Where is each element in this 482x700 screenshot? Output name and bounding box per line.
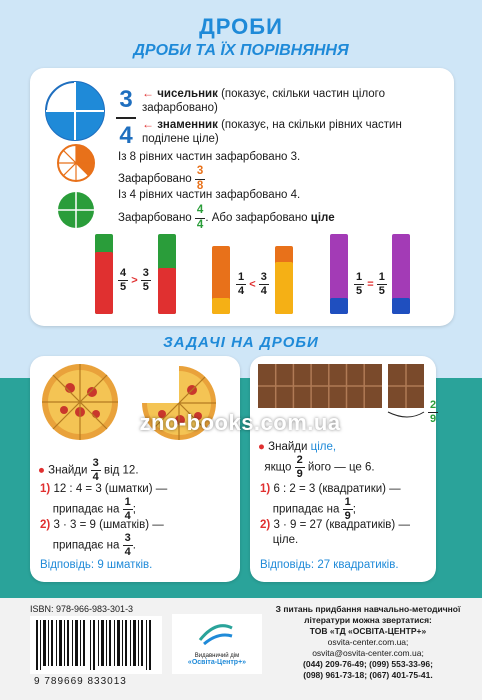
- arrow-left-icon: ←: [142, 86, 154, 100]
- d: 9: [430, 413, 437, 425]
- d: 9: [296, 468, 303, 480]
- d: 5: [142, 281, 149, 293]
- step-num: 2): [40, 519, 51, 531]
- d: 4: [92, 471, 99, 483]
- numerator-definition: [142, 86, 442, 115]
- pub-line: osvita@osvita-center.com.ua;: [312, 648, 424, 658]
- numerator-desc: (показує, скільки частин цілого зафарбовано): [142, 88, 386, 114]
- task2-answer: Відповідь: 27 квадратиків.: [260, 559, 399, 571]
- task2-prompt: ● Знайди ціле, якщо $\frac{2}{9}$ його — це 6.: [258, 441, 375, 480]
- fraction-4-4: [195, 205, 205, 231]
- d: 9: [344, 510, 351, 522]
- frac-a: [118, 268, 128, 293]
- watermark: zno-books.com.ua: [139, 410, 341, 435]
- page-subtitle: ДРОБИ ТА ЇХ ПОРІВНЯННЯ: [133, 42, 349, 59]
- n: 1: [344, 496, 351, 508]
- task1-prompt: ● Знайди $\frac{3}{4}$ від 12.: [38, 457, 139, 483]
- d: 4: [124, 510, 131, 522]
- n: 3: [142, 267, 149, 279]
- logo-small-text: Видавничий дім: [194, 653, 240, 659]
- barcode: [30, 616, 162, 674]
- n: 2: [430, 399, 437, 411]
- d: 4: [260, 285, 267, 297]
- step-text: 3 · 3 = 9 (шматків) —: [53, 519, 164, 531]
- d: 5: [356, 285, 363, 297]
- frac-a: [354, 272, 364, 297]
- prompt-2: якщо: [264, 461, 292, 474]
- arrow-left-icon: ←: [142, 117, 154, 131]
- denominator-desc: (показує, на скільки рівних частин поділене ціле): [142, 119, 402, 145]
- eighths-text: Із 8 рівних частин зафарбовано 3.: [118, 151, 301, 163]
- n: 1: [124, 496, 131, 508]
- n: 2: [296, 454, 303, 466]
- frac-num: 3: [195, 166, 205, 180]
- page-title: ДРОБИ: [199, 14, 283, 39]
- chocolate-fraction-label: [428, 400, 438, 425]
- shaded-prefix: Зафарбовано: [118, 173, 192, 186]
- step-num: 1): [40, 483, 51, 495]
- d: 4: [238, 285, 245, 297]
- task1-answer: Відповідь: 9 шматків.: [40, 559, 153, 571]
- pub-line: osvita-center.com.ua;: [327, 637, 409, 647]
- whole-pie-icon: [56, 190, 96, 230]
- whole-word: ціле: [310, 212, 335, 225]
- pub-line: літератури можна звертатися:: [304, 615, 432, 625]
- frac-b: [259, 272, 269, 297]
- prompt-2-suffix: його — це 6.: [307, 461, 375, 474]
- prompt-1-highlight: ціле,: [310, 441, 337, 453]
- step-text: 6 : 2 = 3 (квадратики) —: [273, 483, 401, 495]
- compare-2: [236, 272, 269, 297]
- step-text-2: припадає на: [52, 503, 120, 516]
- step-num: 2): [260, 519, 271, 531]
- prompt-prefix: Знайди: [48, 464, 88, 477]
- task1-step2: 2) 3 · 3 = 9 (шматків) — припадає на $\frac{3}{4}$ .: [40, 519, 164, 558]
- fraction-2-9: [428, 400, 438, 425]
- step-text-2: ціле.: [272, 534, 299, 546]
- n: 3: [260, 271, 267, 283]
- n: 1: [356, 271, 363, 283]
- numerator-term: чисельник: [157, 88, 218, 100]
- logo-name: «Освіта-Центр+»: [187, 659, 247, 666]
- frac-num: 4: [195, 205, 205, 219]
- frac-a: [236, 272, 246, 297]
- big-denominator: 4: [119, 122, 133, 149]
- step-text-2: припадає на: [272, 503, 340, 516]
- step-text: 12 : 4 = 3 (шматки) —: [53, 483, 168, 495]
- frac-den: 8: [196, 179, 204, 192]
- barcode-number: 9 789669 833013: [34, 676, 127, 687]
- compare-op: <: [249, 278, 256, 291]
- compare-3: [354, 272, 387, 297]
- pub-line: (044) 209-76-49; (099) 553-33-96;: [303, 659, 433, 669]
- big-fraction: [116, 86, 136, 150]
- n: 3: [124, 532, 131, 544]
- publisher-logo: [172, 614, 262, 674]
- eighths-pie-icon: [56, 143, 96, 183]
- step-text-2: припадає на: [52, 539, 120, 552]
- frac-b: [377, 272, 387, 297]
- compare-op: =: [367, 278, 374, 291]
- whole-text: Із 4 рівних частин зафарбовано 4.: [118, 189, 301, 201]
- frac-b: [141, 268, 151, 293]
- compare-op: >: [131, 274, 138, 287]
- task2-step1: 1) 6 : 2 = 3 (квадратики) — припадає на $\frac{1}{9}$ ;: [260, 483, 401, 522]
- shaded-prefix: Зафарбовано: [118, 212, 192, 225]
- pub-line: (098) 961-73-18; (067) 401-75-41.: [303, 670, 433, 680]
- denominator-definition: [142, 117, 442, 146]
- prompt-suffix: від 12.: [103, 464, 139, 477]
- d: 5: [378, 285, 385, 297]
- big-numerator: 3: [119, 86, 133, 113]
- fraction-3-4: [91, 458, 101, 483]
- n: 1: [378, 271, 385, 283]
- shaded-suffix: . Або зафарбовано: [205, 212, 308, 225]
- compare-1: [118, 268, 151, 293]
- tasks-title: ЗАДАЧІ НА ДРОБИ: [163, 334, 319, 351]
- isbn: ISBN: 978-966-983-301-3: [30, 604, 134, 614]
- frac-den: 4: [196, 218, 204, 231]
- pub-line: ТОВ «ТД «ОСВІТА-ЦЕНТР+»: [309, 626, 427, 636]
- pub-line: З питань придбання навчально-методичної: [275, 604, 461, 614]
- d: 4: [124, 546, 131, 558]
- task2-step2: [260, 518, 438, 548]
- task1-step1: 1) 12 : 4 = 3 (шматки) — припадає на $\frac{1}{4}$ ;: [40, 483, 168, 522]
- denominator-term: знаменник: [157, 119, 218, 131]
- fraction-3-4: [123, 533, 133, 558]
- n: 1: [238, 271, 245, 283]
- publisher-logo-icon: [196, 618, 236, 648]
- publisher-contacts: [262, 604, 474, 681]
- fraction-2-9: [295, 455, 305, 480]
- d: 5: [120, 281, 127, 293]
- whole-shaded: [118, 205, 335, 231]
- step-num: 1): [260, 483, 271, 495]
- step-text: 3 · 9 = 27 (квадратиків) —: [273, 519, 410, 531]
- n: 4: [120, 267, 127, 279]
- n: 3: [92, 457, 99, 469]
- prompt-1: Знайди: [268, 441, 308, 453]
- quarter-pie-icon: [44, 80, 106, 142]
